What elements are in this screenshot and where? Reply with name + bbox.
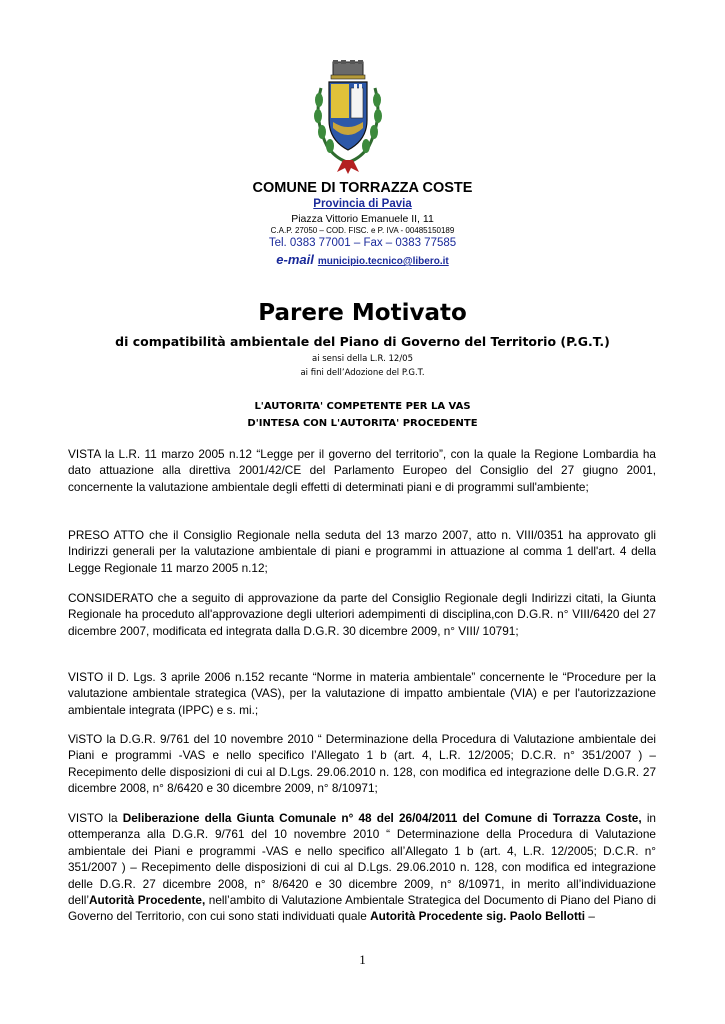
municipality-address: Piazza Vittorio Emanuele II, 11 bbox=[291, 213, 434, 225]
document-subtitle: di compatibilità ambientale del Piano di Governo del Territorio (P.G.T.) bbox=[115, 334, 610, 349]
phone-fax: Tel. 0383 77001 – Fax – 0383 77585 bbox=[268, 237, 457, 249]
p6-bold-person: Autorità Procedente sig. Paolo Bellotti bbox=[370, 909, 586, 924]
municipality-name: COMUNE DI TORRAZZA COSTE bbox=[252, 180, 473, 196]
p6-text-c: in ottemperanza alla D.G.R. 9/761 del 10 novembre 2010 “ Determinazione della Procedura di Valutazione ambientale dei Piani e programmi -VAS e nello specifico all’Allegato 1 b (art. 4, L.R. 12/2005; D.C.R. n° 351/2007 ) – Recepimento delle disposizioni di cui al D.Lgs. 29.06.2010 n. 128, con modifica ed integrazione delle D.G.R. 27 dicembre 2008, n° 8/6420 e 30 dicembre 2009, n° 8/10971, in merito all’individuazione dell’ bbox=[68, 811, 656, 908]
fiscal-codes: C.A.P. 27050 – COD. FISC. e P. IVA - 00485150189 bbox=[270, 226, 455, 235]
authority-heading-2: D'INTESA CON L'AUTORITA' PROCEDENTE bbox=[247, 418, 478, 429]
coat-of-arms-icon bbox=[313, 58, 383, 176]
adoption-note: ai fini dell’Adozione del P.G.T. bbox=[300, 368, 425, 378]
email-label: e-mail bbox=[276, 252, 314, 267]
paragraph-visto-dgr: ViSTO la D.G.R. 9/761 del 10 novembre 2010 “ Determinazione della Procedura di Valutazione ambientale dei Piani e programmi -VAS e nello specifico l’Allegato 1 b (art. 4, L.R. 12/2005; D.C.R. n° 351/2007 ) – Recepimento delle disposizioni di cui al D.Lgs. 29.06.2010 n. 128, con modifica ed integrazione delle D.G.R. 27 dicembre 2008, n° 8/6420 e 30 dicembre 2009, n° 8/10971; bbox=[68, 732, 656, 796]
paragraph-visto-deliberazione bbox=[68, 810, 656, 925]
email-line bbox=[0, 252, 725, 267]
p6-bold-authority: Autorità Procedente, bbox=[89, 893, 206, 908]
email-link[interactable]: municipio.tecnico@libero.it bbox=[317, 256, 449, 267]
document-title: Parere Motivato bbox=[258, 300, 467, 326]
province-name: Provincia di Pavia bbox=[313, 198, 412, 210]
paragraph-preso-atto: PRESO ATTO che il Consiglio Regionale nella seduta del 13 marzo 2007, atto n. VIII/0351 ha approvato gli Indirizzi generali per la valutazione ambientale di piani e programmi in attuazione al comma 1 dell'art. 4 della Legge Regionale 11 marzo 2005 n.12; bbox=[68, 528, 656, 575]
p6-text-a: VISTO la bbox=[68, 811, 123, 825]
authority-heading-1: L'AUTORITA' COMPETENTE PER LA VAS bbox=[254, 401, 471, 412]
legal-reference: ai sensi della L.R. 12/05 bbox=[311, 354, 413, 364]
p6-text-e: nell’ambito di Valutazione Ambientale Strategica del Documento di Piano del Piano di Governo del Territorio, con cui sono stati individuati quale bbox=[68, 893, 656, 924]
page-number: 1 bbox=[359, 952, 366, 967]
paragraph-visto-dlgs: VISTO il D. Lgs. 3 aprile 2006 n.152 recante “Norme in materia ambientale” concernente le “Procedure per la valutazione ambientale strategica (VAS), per la valutazione di impatto ambientale (VIA) e per l'autorizzazione ambientale integrata (IPPC) e s. mi.; bbox=[68, 670, 656, 717]
p6-bold-deliberation: Deliberazione della Giunta Comunale n° 48 del 26/04/2011 del Comune di Torrazza Coste, bbox=[122, 811, 642, 825]
paragraph-considerato: CONSIDERATO che a seguito di approvazione da parte del Consiglio Regionale degli Indirizzi citati, la Giunta Regionale ha proceduto all'approvazione degli ulteriori adempimenti di disciplina,con D.G.R. n° VIII/6420 del 27 dicembre 2007, modificata ed integrata dalla D.G.R. 30 dicembre 2009, n° VIII/ 10791; bbox=[68, 591, 656, 638]
paragraph-vista: VISTA la L.R. 11 marzo 2005 n.12 “Legge per il governo del territorio”, con la quale la Regione Lombardia ha dato attuazione alla direttiva 2001/42/CE del Parlamento Europeo del Consiglio del 27 giugno 2001, concernente la valutazione ambientale degli effetti di determinati piani e di programmi sull'ambiente; bbox=[68, 447, 656, 494]
p6-text-g: – bbox=[585, 909, 595, 924]
